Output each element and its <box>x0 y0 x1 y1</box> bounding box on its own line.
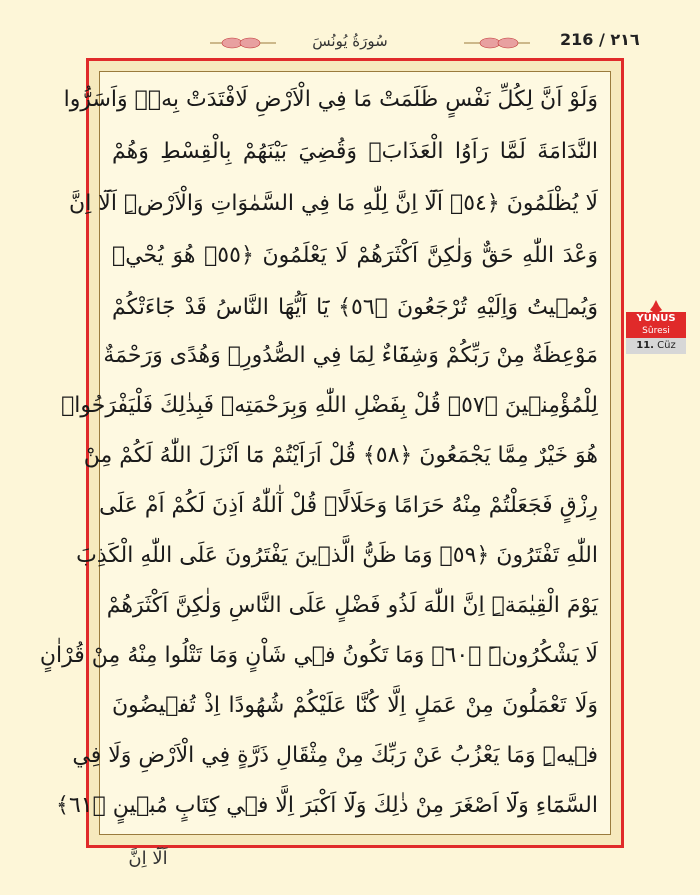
juz-number: 11. <box>636 340 654 351</box>
verse-line: ف۪يهِۜ وَمَا يَعْزُبُ عَنْ رَبِّكَ مِنْ مِثْقَالِ ذَرَّةٍ فِي الْاَرْضِ وَلَا فِي <box>72 743 598 768</box>
verse-line: لَا يَشْكُرُونَۜ ﴿٦٠﴾ وَمَا تَكُونُ ف۪ي شَاْنٍ وَمَا تَتْلُوا مِنْهُ مِنْ قُرْاٰنٍ <box>39 643 598 668</box>
surah-label: YÛNUS <box>636 313 676 324</box>
surah-title: سُورَةُ يُونُسَ <box>312 32 388 50</box>
verse-line: رِزْقٍ فَجَعَلْتُمْ مِنْهُ حَرَامًا وَحَلَالًاۜ قُلْ آٰللّٰهُ اَذِنَ لَكُمْ اَمْ عَلَى <box>99 493 598 518</box>
page-number: 216 / ٢١٦ <box>560 30 640 49</box>
verse-line: السَّمَٓاءِ وَلَٓا اَصْغَرَ مِنْ ذٰلِكَ وَلَٓا اَكْبَرَ اِلَّا ف۪ي كِتَابٍ مُب۪ينٍ ﴿٦١﴾ <box>56 793 598 818</box>
verse-line: يَوْمَ الْقِيٰمَةِۜ اِنَّ اللّٰهَ لَذُو فَضْلٍ عَلَى النَّاسِ وَلٰكِنَّ اَكْثَرَهُمْ <box>106 593 598 618</box>
verse-line: مَوْعِظَةٌ مِنْ رَبِّكُمْ وَشِفَٓاءٌ لِمَا فِي الصُّدُورِۙ وَهُدًى وَرَحْمَةٌ <box>103 343 598 368</box>
verse-line: اللّٰهِ تَفْتَرُونَ ﴿٥٩﴾ وَمَا ظَنُّ الَّذ۪ينَ يَفْتَرُونَ عَلَى اللّٰهِ الْكَذِبَ <box>76 543 598 568</box>
verse-line: وَلَوْ اَنَّ لِكُلِّ نَفْسٍ ظَلَمَتْ مَا فِي الْاَرْضِ لَافْتَدَتْ بِه۪ۜ وَاَسَرُّوا <box>63 87 598 112</box>
verse-line: وَيُم۪يتُ وَاِلَيْهِ تُرْجَعُونَ ﴿٥٦﴾ يَٓا اَيُّهَا النَّاسُ قَدْ جَٓاءَتْكُمْ <box>112 295 598 320</box>
verse-line: وَعْدَ اللّٰهِ حَقٌّ وَلٰكِنَّ اَكْثَرَهُمْ لَا يَعْلَمُونَ ﴿٥٥﴾ هُوَ يُحْي۪ <box>112 243 598 268</box>
verse-line: هُوَ خَيْرٌ مِمَّا يَجْمَعُونَ ﴿٥٨﴾ قُلْ اَرَاَيْتُمْ مَٓا اَنْزَلَ اللّٰهُ لَكُمْ مِنْ <box>83 443 598 468</box>
verse-line: لَا يُظْلَمُونَ ﴿٥٤﴾ اَلَٓا اِنَّ لِلّٰهِ مَا فِي السَّمٰوَاتِ وَالْاَرْضِۜ اَلَٓا اِنَّ <box>69 191 598 216</box>
verse-line: النَّدَامَةَ لَمَّا رَاَوُا الْعَذَابَۚ وَقُضِيَ بَيْنَهُمْ بِالْقِسْطِ وَهُمْ <box>112 139 598 164</box>
text-area <box>39 71 611 835</box>
catchword: اَلَٓا اِنَّ <box>128 848 168 869</box>
verse-line: وَلَا تَعْمَلُونَ مِنْ عَمَلٍ اِلَّا كُنَّا عَلَيْكُمْ شُهُودًا اِذْ تُف۪يضُونَ <box>112 693 598 718</box>
surah-label-box <box>626 312 686 338</box>
surah-side-tab <box>626 300 686 360</box>
text-frame <box>39 58 624 848</box>
surah-sub-label: Sûresi <box>642 326 670 336</box>
juz-label-box <box>626 338 686 354</box>
juz-label: Cüz <box>657 340 676 351</box>
verse-line: لِلْمُؤْمِن۪ينَ ﴿٥٧﴾ قُلْ بِفَضْلِ اللّٰهِ وَبِرَحْمَتِه۪ فَبِذٰلِكَ فَلْيَفْرَحُواۜ <box>61 393 598 418</box>
